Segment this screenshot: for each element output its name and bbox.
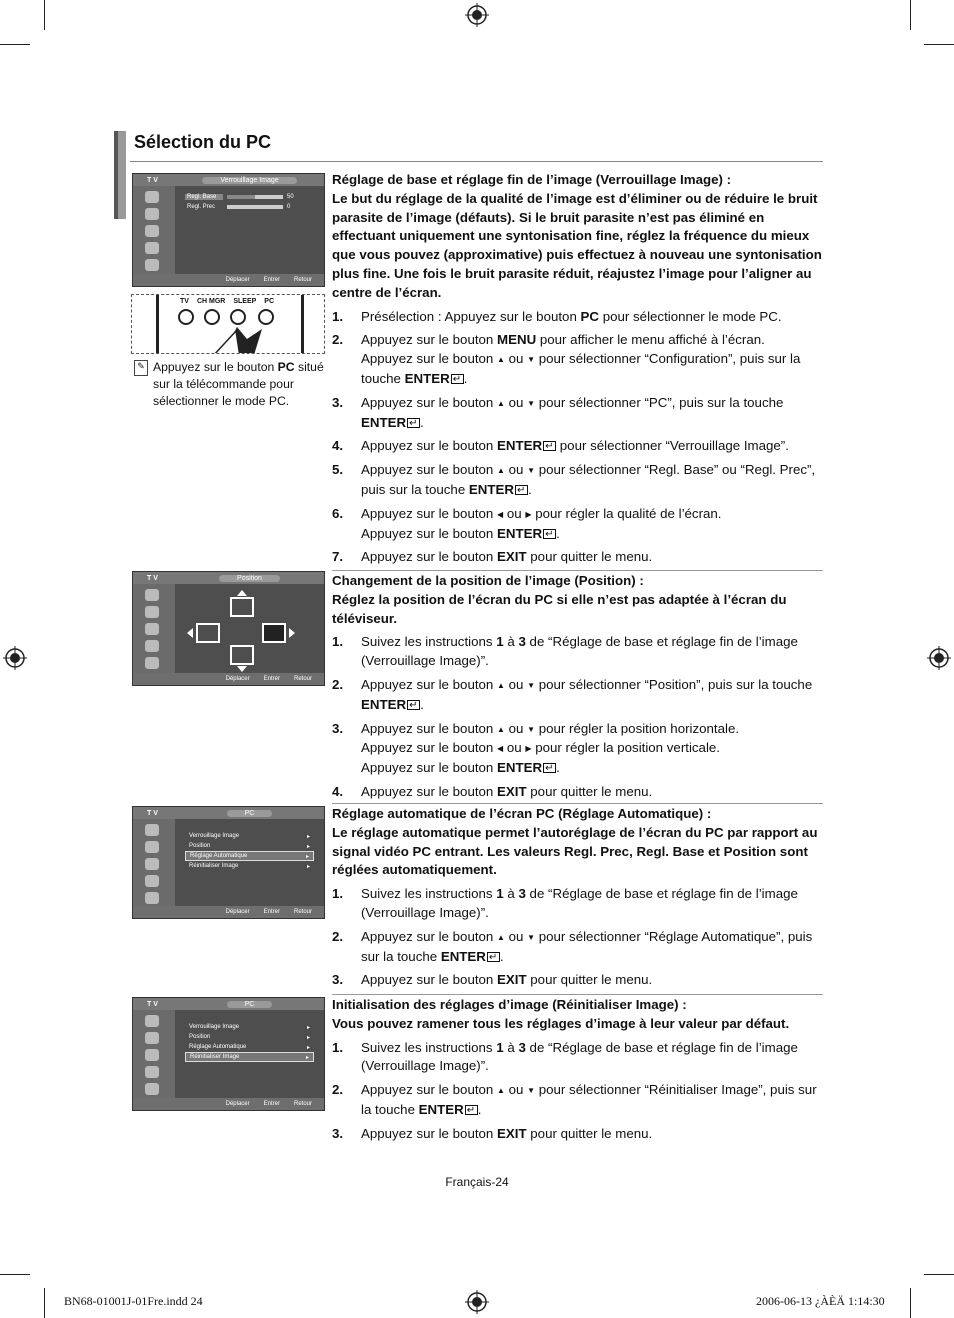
osd-position-arrows (175, 584, 324, 673)
registration-mark-right (927, 646, 951, 670)
osd-footer-return: Retour (293, 909, 312, 915)
footer-file: BN68-01001J-01Fre.indd 24 (64, 1294, 203, 1308)
remote-label-pc: PC (264, 298, 275, 305)
osd-footer-enter: Entrer (263, 277, 280, 283)
osd-side-icons (133, 584, 175, 673)
osd-footer-return: Retour (293, 1101, 312, 1107)
osd-menu-item: Verrouillage Image ▸ (189, 1024, 310, 1031)
osd-footer-move: Déplacer (225, 277, 250, 283)
step: 4. Appuyez sur le bouton ENTER↵ pour sélectionner “Verrouillage Image”. (332, 437, 824, 456)
section-rule (332, 803, 823, 804)
section-reinitialiser-image (332, 996, 824, 1144)
step: 3. Appuyez sur le bouton ▲ ou ▼ pour régler la position horizontale. Appuyez sur le bouton ◀ ou ▶ pour régler la position verticale. Appuyez sur le bouton ENTER↵ . (332, 720, 824, 778)
section-heading: Changement de la position de l’image (Position) : (332, 573, 644, 588)
step: 1. Suivez les instructions 1 à 3 de “Réglage de base et réglage fin de l’image (Verrouillage Image)”. (332, 886, 798, 920)
osd-menu-item: Réglage Automatique ▸ (189, 1044, 310, 1051)
section-position (332, 572, 824, 802)
osd-title: PC (227, 1001, 273, 1008)
osd-tv-label: T V (147, 1000, 158, 1008)
osd-title: Position (219, 575, 280, 582)
osd-side-icons (133, 819, 175, 906)
section-rule (332, 994, 823, 995)
remote-illustration (131, 294, 325, 354)
osd-menu-item-selected: Réinitialiser Image ▸ (185, 1052, 314, 1062)
section-heading: Réglage automatique de l’écran PC (Réglage Automatique) : (332, 806, 712, 821)
section-intro: Réglez la position de l’écran du PC si elle n’est pas adaptée à l’écran du téléviseur. (332, 591, 787, 626)
title-rule (130, 161, 823, 162)
step: 1. Présélection : Appuyez sur le bouton PC pour sélectionner le mode PC. (332, 308, 782, 324)
footer-timestamp: 2006-06-13 ¿ÀÈÄ 1:14:30 (756, 1294, 885, 1308)
step: 1. Suivez les instructions 1 à 3 de “Réglage de base et réglage fin de l’image (Verrouillage Image)”. (332, 634, 798, 669)
step: 7. Appuyez sur le bouton EXIT pour quitter le menu. (332, 549, 653, 565)
page-number: Français-24 (445, 1175, 509, 1189)
section-intro: Vous pouvez ramener tous les réglages d’image à leur valeur par défaut. (332, 1015, 790, 1031)
registration-mark-bottom (465, 1290, 489, 1314)
remote-label-chmgr: CH MGR (196, 298, 226, 305)
osd-footer-enter: Entrer (263, 676, 280, 682)
osd-menu-item: Verrouillage Image ▸ (189, 833, 310, 840)
note-icon: ✎ (134, 360, 148, 376)
osd-slider-regl-base: Regl. Base 50 (187, 194, 294, 200)
osd-title: PC (227, 810, 273, 817)
step: 3. Appuyez sur le bouton EXIT pour quitter le menu. (332, 1125, 653, 1141)
osd-footer-return: Retour (293, 676, 312, 682)
osd-position (132, 571, 325, 686)
osd-tv-label: T V (147, 176, 158, 184)
osd-side-icons (133, 1010, 175, 1098)
section-intro: Le réglage automatique permet l’autoréglage de l’écran du PC par rapport au signal vidéo PC entrant. Les valeurs Regl. Prec, Regl. Base et Position sont réglées automatiquement. (332, 824, 818, 878)
osd-footer-enter: Entrer (263, 1101, 280, 1107)
title-bar-decoration (114, 131, 126, 219)
osd-slider-regl-prec: Regl. Prec 0 (187, 204, 291, 210)
step: 4. Appuyez sur le bouton EXIT pour quitter le menu. (332, 783, 653, 799)
osd-menu-item-selected: Réglage Automatique ▸ (185, 851, 314, 861)
step: 2. Appuyez sur le bouton MENU pour afficher le menu affiché à l’écran. Appuyez sur le bouton ▲ ou ▼ pour sélectionner “Configuration”, puis sur la touche ENTER↵ . (332, 331, 824, 388)
hand-pointer-icon (192, 317, 282, 354)
note-text: Appuyez sur le bouton PC situé sur la télécommande pour sélectionner le mode PC. (153, 360, 324, 408)
osd-footer-move: Déplacer (225, 909, 250, 915)
step: 1. Suivez les instructions 1 à 3 de “Réglage de base et réglage fin de l’image (Verrouillage Image)”. (332, 1039, 798, 1074)
osd-footer-return: Retour (293, 277, 312, 283)
osd-menu-item: Position ▸ (189, 1034, 310, 1041)
osd-verrouillage-image (132, 173, 325, 287)
osd-menu-item: Position ▸ (189, 843, 310, 850)
section-rule (332, 570, 823, 571)
section-heading: Initialisation des réglages d’image (Réinitialiser Image) : (332, 997, 687, 1012)
osd-footer-move: Déplacer (225, 1101, 250, 1107)
step: 3. Appuyez sur le bouton ▲ ou ▼ pour sélectionner “PC”, puis sur la touche ENTER↵ . (332, 394, 824, 433)
step: 2. Appuyez sur le bouton ▲ ou ▼ pour sélectionner “Réinitialiser Image”, puis sur la touche ENTER↵ . (332, 1081, 824, 1120)
section-verrouillage-image (332, 171, 824, 567)
osd-footer-move: Déplacer (225, 676, 250, 682)
osd-tv-label: T V (147, 809, 158, 817)
remote-label-sleep: SLEEP (233, 298, 257, 305)
step: 6. Appuyez sur le bouton ◀ ou ▶ pour régler la qualité de l’écran. Appuyez sur le bouton ENTER↵ . (332, 505, 824, 544)
osd-reinitialiser-image (132, 997, 325, 1111)
step: 5. Appuyez sur le bouton ▲ ou ▼ pour sélectionner “Regl. Base” ou “Regl. Prec”, puis sur la touche ENTER↵ . (332, 461, 824, 500)
registration-mark-left (3, 646, 27, 670)
step: 2. Appuyez sur le bouton ▲ ou ▼ pour sélectionner “Réglage Automatique”, puis sur la touche ENTER↵ . (332, 928, 824, 967)
page-title: Sélection du PC (134, 132, 272, 152)
osd-tv-label: T V (147, 574, 158, 582)
osd-footer-enter: Entrer (263, 909, 280, 915)
section-reglage-automatique (332, 805, 824, 990)
registration-mark-top (465, 3, 489, 27)
osd-side-icons (133, 186, 175, 274)
step: 2. Appuyez sur le bouton ▲ ou ▼ pour sélectionner “Position”, puis sur la touche ENTER↵ . (332, 676, 824, 715)
section-intro: Le but du réglage de la qualité de l’image est d’éliminer ou de réduire le bruit parasite de l’image (défauts). Si le bruit parasite n’est pas éliminé en effectuant uniquement une syntonisation fine, réglez la fréquence du mieux que vous pouvez (approximative) puis effectuez à nouveau une syntonisation plus fine. Une fois le bruit parasite réduit, réajustez l’image pour l’aligner au centre de l’écran. (332, 190, 822, 300)
step: 3. Appuyez sur le bouton EXIT pour quitter le menu. (332, 972, 653, 988)
remote-label-tv: TV (180, 298, 189, 305)
osd-title: Verrouillage Image (202, 177, 296, 184)
osd-reglage-automatique (132, 806, 325, 919)
osd-menu-item: Réinitialiser Image ▸ (189, 863, 310, 870)
section-heading: Réglage de base et réglage fin de l’image (Verrouillage Image) : (332, 172, 732, 187)
